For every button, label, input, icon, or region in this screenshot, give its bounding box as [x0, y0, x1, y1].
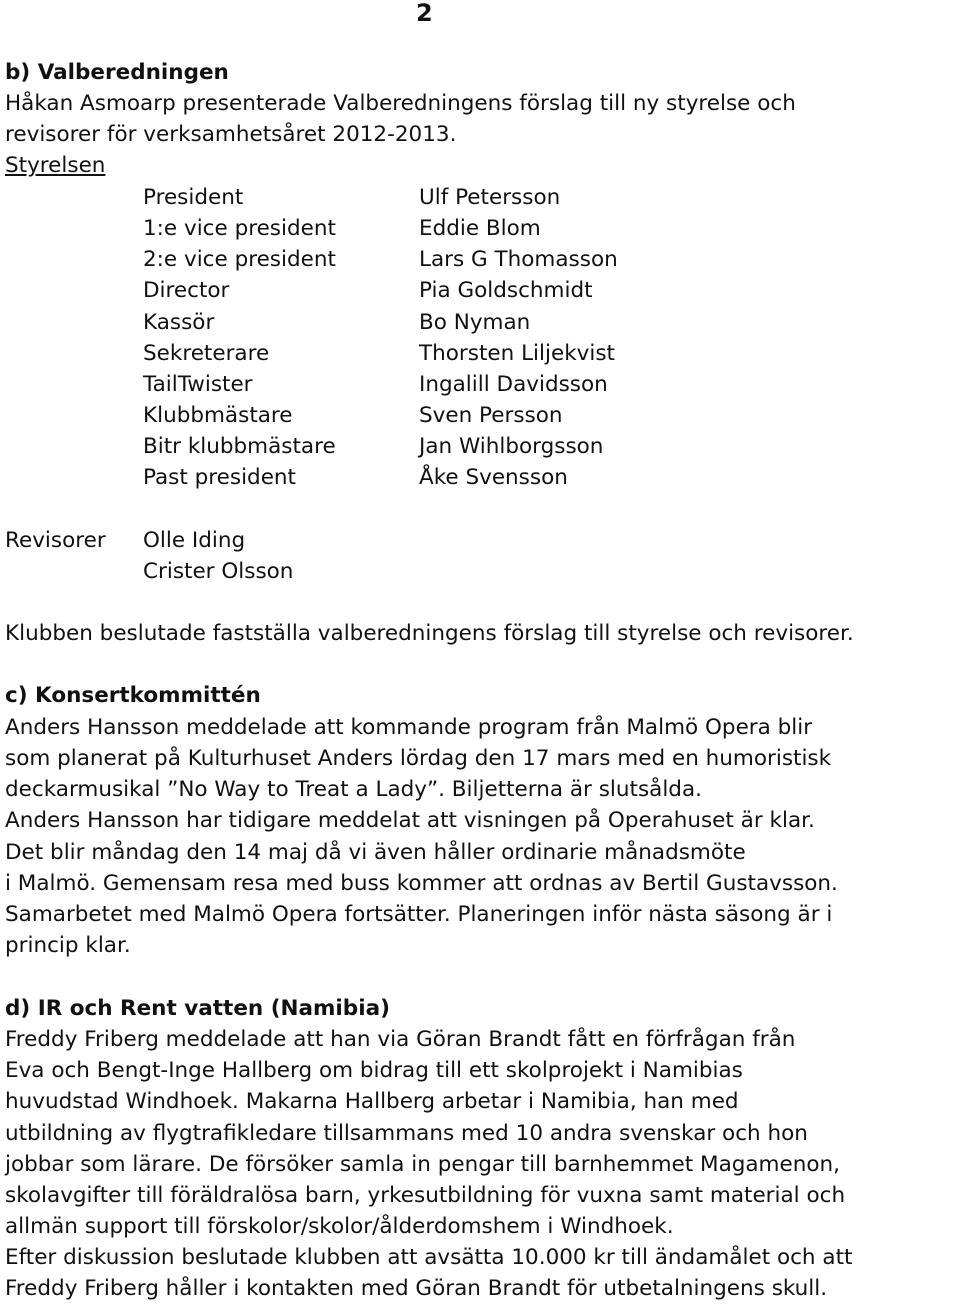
section-b-heading: b) Valberedningen: [5, 60, 229, 85]
page-number: 2: [416, 0, 433, 27]
section-c-line: Anders Hansson har tidigare meddelat att visningen på Operahuset är klar.: [5, 808, 815, 833]
board-role: Director: [143, 278, 230, 303]
board-role: Bitr klubbmästare: [143, 434, 336, 459]
board-role: 2:e vice president: [143, 247, 336, 272]
section-d-line: Freddy Friberg meddelade att han via Göran Brandt fått en förfrågan från: [5, 1027, 796, 1052]
section-d-line: allmän support till förskolor/skolor/ålderdomshem i Windhoek.: [5, 1214, 674, 1239]
section-d-line: huvudstad Windhoek. Makarna Hallberg arbetar i Namibia, han med: [5, 1089, 739, 1114]
section-c-line: Samarbetet med Malmö Opera fortsätter. Planeringen inför nästa säsong är i: [5, 902, 833, 927]
board-member: Jan Wihlborgsson: [419, 434, 604, 459]
board-role: President: [143, 185, 244, 210]
auditor-name: Olle Iding: [143, 528, 246, 553]
section-d-line: Freddy Friberg håller i kontakten med Göran Brandt för utbetalningens skull.: [5, 1276, 828, 1301]
board-member: Sven Persson: [419, 403, 563, 428]
board-member: Åke Svensson: [419, 465, 568, 490]
board-member: Thorsten Liljekvist: [419, 341, 615, 366]
board-role: Past president: [143, 465, 296, 490]
board-member: Pia Goldschmidt: [419, 278, 593, 303]
section-d-line: skolavgifter till föräldralösa barn, yrkesutbildning för vuxna samt material och: [5, 1183, 846, 1208]
section-c-line: deckarmusikal ”No Way to Treat a Lady”. Biljetterna är slutsålda.: [5, 777, 702, 802]
board-member: Ulf Petersson: [419, 185, 561, 210]
auditor-name: Crister Olsson: [143, 559, 294, 584]
board-label: Styrelsen: [5, 153, 106, 178]
section-d-line: jobbar som lärare. De försöker samla in pengar till barnhemmet Magamenon,: [5, 1152, 840, 1177]
board-role: 1:e vice president: [143, 216, 336, 241]
section-c-heading: c) Konsertkommittén: [5, 683, 261, 708]
auditors-label: Revisorer: [5, 528, 106, 553]
board-member: Bo Nyman: [419, 310, 531, 335]
section-c-line: princip klar.: [5, 933, 131, 958]
section-d-line: utbildning av flygtrafikledare tillsammans med 10 andra svenskar och hon: [5, 1121, 808, 1146]
section-d-line: Efter diskussion beslutade klubben att avsätta 10.000 kr till ändamålet och att: [5, 1245, 853, 1270]
board-role: Kassör: [143, 310, 215, 335]
section-d-heading: d) IR och Rent vatten (Namibia): [5, 996, 390, 1021]
board-role: Sekreterare: [143, 341, 270, 366]
section-c-line: Det blir måndag den 14 maj då vi även håller ordinarie månadsmöte: [5, 840, 746, 865]
board-member: Ingalill Davidsson: [419, 372, 608, 397]
board-member: Eddie Blom: [419, 216, 541, 241]
board-member: Lars G Thomasson: [419, 247, 618, 272]
section-b-intro-line: revisorer för verksamhetsåret 2012-2013.: [5, 122, 457, 147]
section-c-line: som planerat på Kulturhuset Anders lördag den 17 mars med en humoristisk: [5, 746, 832, 771]
board-role: TailTwister: [143, 372, 253, 397]
section-d-line: Eva och Bengt-Inge Hallberg om bidrag till ett skolprojekt i Namibias: [5, 1058, 743, 1083]
board-role: Klubbmästare: [143, 403, 293, 428]
section-c-line: Anders Hansson meddelade att kommande program från Malmö Opera blir: [5, 715, 813, 740]
section-c-line: i Malmö. Gemensam resa med buss kommer att ordnas av Bertil Gustavsson.: [5, 871, 838, 896]
section-b-intro-line: Håkan Asmoarp presenterade Valberedningens förslag till ny styrelse och: [5, 91, 796, 116]
section-b-decision: Klubben beslutade fastställa valberedningens förslag till styrelse och revisorer.: [5, 621, 854, 646]
